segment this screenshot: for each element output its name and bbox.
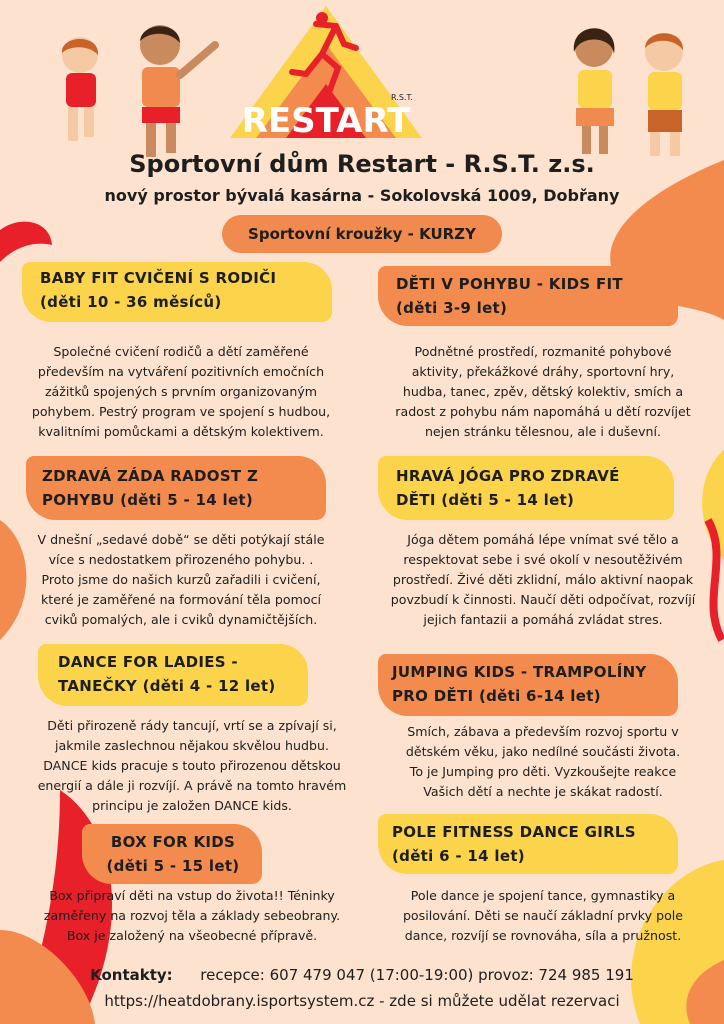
contacts-web[interactable] xyxy=(0,992,724,1010)
course-heading-baby-fit: BABY FIT CVIČENÍ S RODIČI (děti 10 - 36 měsíců) xyxy=(40,269,277,311)
course-heading-kids-fit: DĚTI V POHYBU - KIDS FIT (děti 3-9 let) xyxy=(396,275,623,317)
course-description-baby-fit: Společné cvičení rodičů a dětí zaměřené především na vytváření pozitivních emočních zážitků spojených s prvním organizovaným pohybem. Pestrý program ve spojení s hudbou, kvalitními pomůckami a dětským kolektivem. xyxy=(31,344,331,439)
course-heading-pole-fitness: POLE FITNESS DANCE GIRLS (děti 6 - 14 let) xyxy=(392,823,636,865)
course-heading-box-for-kids: BOX FOR KIDS (děti 5 - 15 let) xyxy=(106,833,240,875)
contacts-label: Kontakty: xyxy=(90,966,173,984)
reservation-link[interactable]: https://heatdobrany.isportsystem.cz - zde si můžete udělat rezervaci xyxy=(104,992,620,1010)
course-description-jumping-kids: Smích, zábava a především rozvoj sportu v dětském věku, jako nedílné součásti života. To je Jumping pro děti. Vyzkoušejte reakce Vašich dětí a nechte je skákat radostí. xyxy=(405,724,681,799)
course-description-zdrava-zada: V dnešní „sedavé době“ se děti potýkají stále více s nedostatkem přirozeného pohybu. . Proto jsme do našich kurzů zařadili i cvičení, které je zaměřené na formování těla pomocí cviků pomalých, ale i cviků dynamičtějších. xyxy=(37,532,325,627)
course-description-hrava-joga: Jóga dětem pomáhá lépe vnímat své tělo a respektovat sebe i své okolí v nesoutěživém prostředí. Živé děti zklidní, málo aktivní naopak povzbudí k činnosti. Naučí děti odpočívat, rozvíjí jejich fantazii a pomáhá zvládat stres. xyxy=(390,532,696,627)
page-subtitle: nový prostor bývalá kasárna - Sokolovská 1009, Dobřany xyxy=(104,186,620,205)
section-pill: Sportovní kroužky - KURZY xyxy=(222,215,502,253)
course-description-kids-fit: Podnětné prostředí, rozmanité pohybové aktivity, překážkové dráhy, sportovní hry, hudba, tanec, zpěv, dětský kolektiv, smích a radost z pohybu nám napomáhá u dětí rozvíjet nejen stránku tělesnou, ale i duševní. xyxy=(395,344,691,439)
logo-text: RESTART xyxy=(241,101,411,141)
course-heading-hrava-joga: HRAVÁ JÓGA PRO ZDRAVÉ DĚTI (děti 5 - 14 let) xyxy=(396,467,620,509)
course-description-dance-for-ladies: Děti přirozeně rády tancují, vrtí se a zpívají si, jakmile zaslechnou nějakou skvělou hudbu. DANCE kids pracuje s touto přirozenou dětskou energií a dále ji rozvíjí. A právě na tomto hravém principu je založen DANCE kids. xyxy=(37,718,347,813)
kids-illustration-right xyxy=(546,12,716,162)
red-swoosh-left xyxy=(0,222,52,262)
course-description-box-for-kids: Box připraví děti na vstup do života!! Téninky zaměřeny na rozvoj těla a základy sebeobrany. Box je založený na všeobecné přípravě. xyxy=(43,888,341,943)
course-heading-dance-for-ladies: DANCE FOR LADIES - TANEČKY (děti 4 - 12 let) xyxy=(58,653,276,695)
course-heading-zdrava-zada: ZDRAVÁ ZÁDA RADOST Z POHYBU (děti 5 - 14 let) xyxy=(42,467,259,509)
kids-illustration-left xyxy=(30,15,220,165)
course-description-pole-fitness: Pole dance je spojení tance, gymnastiky a posilování. Děti se naučí základní prvky pole dance, rozvíjí se rovnováha, síla a pružnost. xyxy=(402,888,684,943)
contacts-phone-numbers: recepce: 607 479 047 (17:00-19:00) provoz: 724 985 191 xyxy=(200,966,634,984)
logo-small-text: R.S.T. xyxy=(391,93,413,102)
contacts-phones xyxy=(0,966,724,984)
course-heading-jumping-kids: JUMPING KIDS - TRAMPOLÍNY PRO DĚTI (děti 6-14 let) xyxy=(392,663,647,705)
page-title: Sportovní dům Restart - R.S.T. z.s. xyxy=(129,150,595,178)
restart-logo xyxy=(226,4,426,144)
